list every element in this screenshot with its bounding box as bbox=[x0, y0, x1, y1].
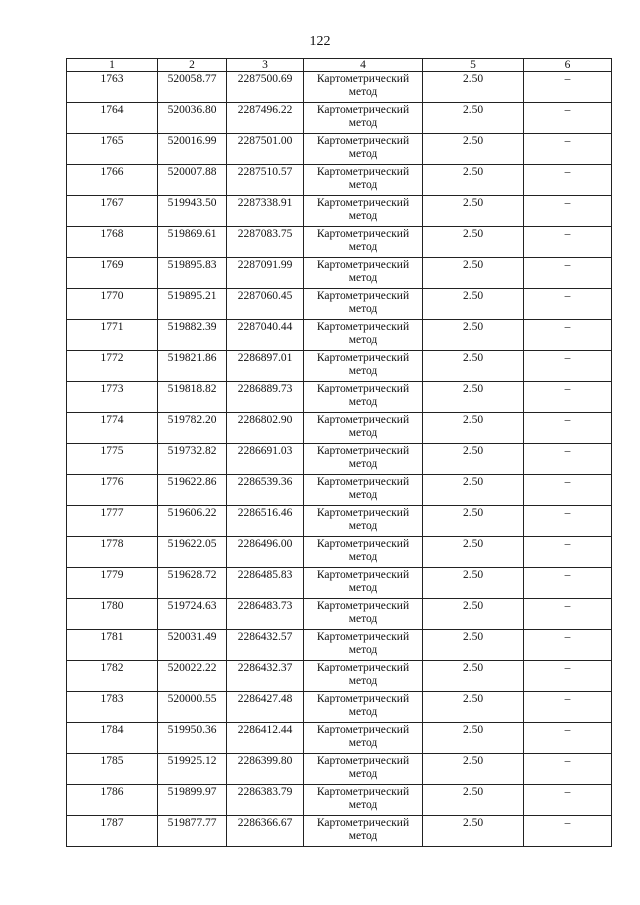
point-number-cell: 1775 bbox=[67, 444, 158, 475]
point-number-cell: 1778 bbox=[67, 537, 158, 568]
accuracy-cell: 2.50 bbox=[423, 351, 524, 382]
table-body bbox=[67, 72, 612, 847]
table-row bbox=[67, 134, 612, 165]
point-number-cell: 1766 bbox=[67, 165, 158, 196]
table-row bbox=[67, 475, 612, 506]
table-row bbox=[67, 785, 612, 816]
method-cell: Картометрический метод bbox=[304, 227, 423, 258]
y-coordinate-cell: 2286483.73 bbox=[227, 599, 304, 630]
y-coordinate-cell: 2286432.37 bbox=[227, 661, 304, 692]
table-row bbox=[67, 661, 612, 692]
x-coordinate-cell: 519821.86 bbox=[158, 351, 227, 382]
column-header: 2 bbox=[158, 59, 227, 72]
table-row bbox=[67, 506, 612, 537]
x-coordinate-cell: 519622.05 bbox=[158, 537, 227, 568]
x-coordinate-cell: 520007.88 bbox=[158, 165, 227, 196]
x-coordinate-cell: 520036.80 bbox=[158, 103, 227, 134]
table-row bbox=[67, 103, 612, 134]
note-cell: – bbox=[524, 134, 612, 165]
accuracy-cell: 2.50 bbox=[423, 382, 524, 413]
x-coordinate-cell: 519950.36 bbox=[158, 723, 227, 754]
accuracy-cell: 2.50 bbox=[423, 537, 524, 568]
note-cell: – bbox=[524, 630, 612, 661]
note-cell: – bbox=[524, 351, 612, 382]
accuracy-cell: 2.50 bbox=[423, 320, 524, 351]
method-cell: Картометрический метод bbox=[304, 134, 423, 165]
x-coordinate-cell: 519628.72 bbox=[158, 568, 227, 599]
method-cell: Картометрический метод bbox=[304, 568, 423, 599]
point-number-cell: 1771 bbox=[67, 320, 158, 351]
point-number-cell: 1767 bbox=[67, 196, 158, 227]
note-cell: – bbox=[524, 506, 612, 537]
method-cell: Картометрический метод bbox=[304, 723, 423, 754]
x-coordinate-cell: 520000.55 bbox=[158, 692, 227, 723]
accuracy-cell: 2.50 bbox=[423, 661, 524, 692]
table-row bbox=[67, 816, 612, 847]
method-cell: Картометрический метод bbox=[304, 72, 423, 103]
x-coordinate-cell: 519724.63 bbox=[158, 599, 227, 630]
accuracy-cell: 2.50 bbox=[423, 692, 524, 723]
note-cell: – bbox=[524, 413, 612, 444]
x-coordinate-cell: 520022.22 bbox=[158, 661, 227, 692]
note-cell: – bbox=[524, 537, 612, 568]
note-cell: – bbox=[524, 661, 612, 692]
table-row bbox=[67, 599, 612, 630]
accuracy-cell: 2.50 bbox=[423, 568, 524, 599]
point-number-cell: 1784 bbox=[67, 723, 158, 754]
column-header: 3 bbox=[227, 59, 304, 72]
y-coordinate-cell: 2287500.69 bbox=[227, 72, 304, 103]
method-cell: Картометрический метод bbox=[304, 351, 423, 382]
table-row bbox=[67, 537, 612, 568]
y-coordinate-cell: 2286897.01 bbox=[227, 351, 304, 382]
y-coordinate-cell: 2287496.22 bbox=[227, 103, 304, 134]
table-row bbox=[67, 382, 612, 413]
note-cell: – bbox=[524, 258, 612, 289]
accuracy-cell: 2.50 bbox=[423, 785, 524, 816]
column-header: 1 bbox=[67, 59, 158, 72]
table-row bbox=[67, 165, 612, 196]
x-coordinate-cell: 520031.49 bbox=[158, 630, 227, 661]
table-row bbox=[67, 444, 612, 475]
method-cell: Картометрический метод bbox=[304, 444, 423, 475]
accuracy-cell: 2.50 bbox=[423, 413, 524, 444]
accuracy-cell: 2.50 bbox=[423, 506, 524, 537]
note-cell: – bbox=[524, 227, 612, 258]
point-number-cell: 1783 bbox=[67, 692, 158, 723]
y-coordinate-cell: 2286366.67 bbox=[227, 816, 304, 847]
note-cell: – bbox=[524, 754, 612, 785]
point-number-cell: 1780 bbox=[67, 599, 158, 630]
table-row bbox=[67, 351, 612, 382]
method-cell: Картометрический метод bbox=[304, 382, 423, 413]
method-cell: Картометрический метод bbox=[304, 413, 423, 444]
note-cell: – bbox=[524, 692, 612, 723]
note-cell: – bbox=[524, 320, 612, 351]
y-coordinate-cell: 2286691.03 bbox=[227, 444, 304, 475]
accuracy-cell: 2.50 bbox=[423, 475, 524, 506]
table-row bbox=[67, 692, 612, 723]
method-cell: Картометрический метод bbox=[304, 692, 423, 723]
note-cell: – bbox=[524, 475, 612, 506]
point-number-cell: 1773 bbox=[67, 382, 158, 413]
x-coordinate-cell: 519943.50 bbox=[158, 196, 227, 227]
note-cell: – bbox=[524, 444, 612, 475]
table-row bbox=[67, 196, 612, 227]
y-coordinate-cell: 2286412.44 bbox=[227, 723, 304, 754]
method-cell: Картометрический метод bbox=[304, 258, 423, 289]
x-coordinate-cell: 519732.82 bbox=[158, 444, 227, 475]
accuracy-cell: 2.50 bbox=[423, 72, 524, 103]
y-coordinate-cell: 2287501.00 bbox=[227, 134, 304, 165]
point-number-cell: 1763 bbox=[67, 72, 158, 103]
method-cell: Картометрический метод bbox=[304, 165, 423, 196]
note-cell: – bbox=[524, 568, 612, 599]
accuracy-cell: 2.50 bbox=[423, 630, 524, 661]
point-number-cell: 1770 bbox=[67, 289, 158, 320]
x-coordinate-cell: 519606.22 bbox=[158, 506, 227, 537]
point-number-cell: 1765 bbox=[67, 134, 158, 165]
accuracy-cell: 2.50 bbox=[423, 227, 524, 258]
point-number-cell: 1774 bbox=[67, 413, 158, 444]
y-coordinate-cell: 2287060.45 bbox=[227, 289, 304, 320]
y-coordinate-cell: 2286539.36 bbox=[227, 475, 304, 506]
point-number-cell: 1776 bbox=[67, 475, 158, 506]
x-coordinate-cell: 519899.97 bbox=[158, 785, 227, 816]
point-number-cell: 1777 bbox=[67, 506, 158, 537]
method-cell: Картометрический метод bbox=[304, 754, 423, 785]
y-coordinate-cell: 2287510.57 bbox=[227, 165, 304, 196]
x-coordinate-cell: 520016.99 bbox=[158, 134, 227, 165]
method-cell: Картометрический метод bbox=[304, 506, 423, 537]
accuracy-cell: 2.50 bbox=[423, 289, 524, 320]
method-cell: Картометрический метод bbox=[304, 196, 423, 227]
table-row bbox=[67, 227, 612, 258]
note-cell: – bbox=[524, 785, 612, 816]
accuracy-cell: 2.50 bbox=[423, 165, 524, 196]
y-coordinate-cell: 2287338.91 bbox=[227, 196, 304, 227]
column-header: 4 bbox=[304, 59, 423, 72]
y-coordinate-cell: 2286399.80 bbox=[227, 754, 304, 785]
method-cell: Картометрический метод bbox=[304, 599, 423, 630]
accuracy-cell: 2.50 bbox=[423, 599, 524, 630]
y-coordinate-cell: 2286802.90 bbox=[227, 413, 304, 444]
note-cell: – bbox=[524, 196, 612, 227]
table-row bbox=[67, 630, 612, 661]
method-cell: Картометрический метод bbox=[304, 816, 423, 847]
note-cell: – bbox=[524, 723, 612, 754]
y-coordinate-cell: 2286889.73 bbox=[227, 382, 304, 413]
table-header-row bbox=[67, 59, 612, 72]
x-coordinate-cell: 519818.82 bbox=[158, 382, 227, 413]
table-row bbox=[67, 568, 612, 599]
page-number: 122 bbox=[309, 34, 331, 49]
accuracy-cell: 2.50 bbox=[423, 103, 524, 134]
point-number-cell: 1769 bbox=[67, 258, 158, 289]
column-header: 5 bbox=[423, 59, 524, 72]
method-cell: Картометрический метод bbox=[304, 785, 423, 816]
column-header: 6 bbox=[524, 59, 612, 72]
y-coordinate-cell: 2286383.79 bbox=[227, 785, 304, 816]
x-coordinate-cell: 519622.86 bbox=[158, 475, 227, 506]
table-row bbox=[67, 723, 612, 754]
x-coordinate-cell: 519869.61 bbox=[158, 227, 227, 258]
x-coordinate-cell: 519877.77 bbox=[158, 816, 227, 847]
point-number-cell: 1768 bbox=[67, 227, 158, 258]
y-coordinate-cell: 2286516.46 bbox=[227, 506, 304, 537]
x-coordinate-cell: 520058.77 bbox=[158, 72, 227, 103]
accuracy-cell: 2.50 bbox=[423, 444, 524, 475]
method-cell: Картометрический метод bbox=[304, 475, 423, 506]
point-number-cell: 1779 bbox=[67, 568, 158, 599]
coordinates-table bbox=[66, 58, 612, 847]
accuracy-cell: 2.50 bbox=[423, 134, 524, 165]
x-coordinate-cell: 519882.39 bbox=[158, 320, 227, 351]
table-row bbox=[67, 289, 612, 320]
y-coordinate-cell: 2287083.75 bbox=[227, 227, 304, 258]
point-number-cell: 1787 bbox=[67, 816, 158, 847]
note-cell: – bbox=[524, 103, 612, 134]
accuracy-cell: 2.50 bbox=[423, 723, 524, 754]
point-number-cell: 1764 bbox=[67, 103, 158, 134]
x-coordinate-cell: 519782.20 bbox=[158, 413, 227, 444]
y-coordinate-cell: 2287091.99 bbox=[227, 258, 304, 289]
method-cell: Картометрический метод bbox=[304, 537, 423, 568]
table-row bbox=[67, 72, 612, 103]
y-coordinate-cell: 2286427.48 bbox=[227, 692, 304, 723]
y-coordinate-cell: 2286496.00 bbox=[227, 537, 304, 568]
point-number-cell: 1781 bbox=[67, 630, 158, 661]
method-cell: Картометрический метод bbox=[304, 320, 423, 351]
point-number-cell: 1782 bbox=[67, 661, 158, 692]
point-number-cell: 1772 bbox=[67, 351, 158, 382]
accuracy-cell: 2.50 bbox=[423, 754, 524, 785]
accuracy-cell: 2.50 bbox=[423, 258, 524, 289]
table-row bbox=[67, 413, 612, 444]
y-coordinate-cell: 2286432.57 bbox=[227, 630, 304, 661]
accuracy-cell: 2.50 bbox=[423, 196, 524, 227]
method-cell: Картометрический метод bbox=[304, 661, 423, 692]
table-row bbox=[67, 320, 612, 351]
accuracy-cell: 2.50 bbox=[423, 816, 524, 847]
note-cell: – bbox=[524, 72, 612, 103]
note-cell: – bbox=[524, 599, 612, 630]
point-number-cell: 1786 bbox=[67, 785, 158, 816]
method-cell: Картометрический метод bbox=[304, 289, 423, 320]
y-coordinate-cell: 2286485.83 bbox=[227, 568, 304, 599]
method-cell: Картометрический метод bbox=[304, 103, 423, 134]
table-row bbox=[67, 754, 612, 785]
x-coordinate-cell: 519925.12 bbox=[158, 754, 227, 785]
y-coordinate-cell: 2287040.44 bbox=[227, 320, 304, 351]
note-cell: – bbox=[524, 289, 612, 320]
table-row bbox=[67, 258, 612, 289]
note-cell: – bbox=[524, 816, 612, 847]
x-coordinate-cell: 519895.21 bbox=[158, 289, 227, 320]
method-cell: Картометрический метод bbox=[304, 630, 423, 661]
point-number-cell: 1785 bbox=[67, 754, 158, 785]
note-cell: – bbox=[524, 165, 612, 196]
note-cell: – bbox=[524, 382, 612, 413]
x-coordinate-cell: 519895.83 bbox=[158, 258, 227, 289]
